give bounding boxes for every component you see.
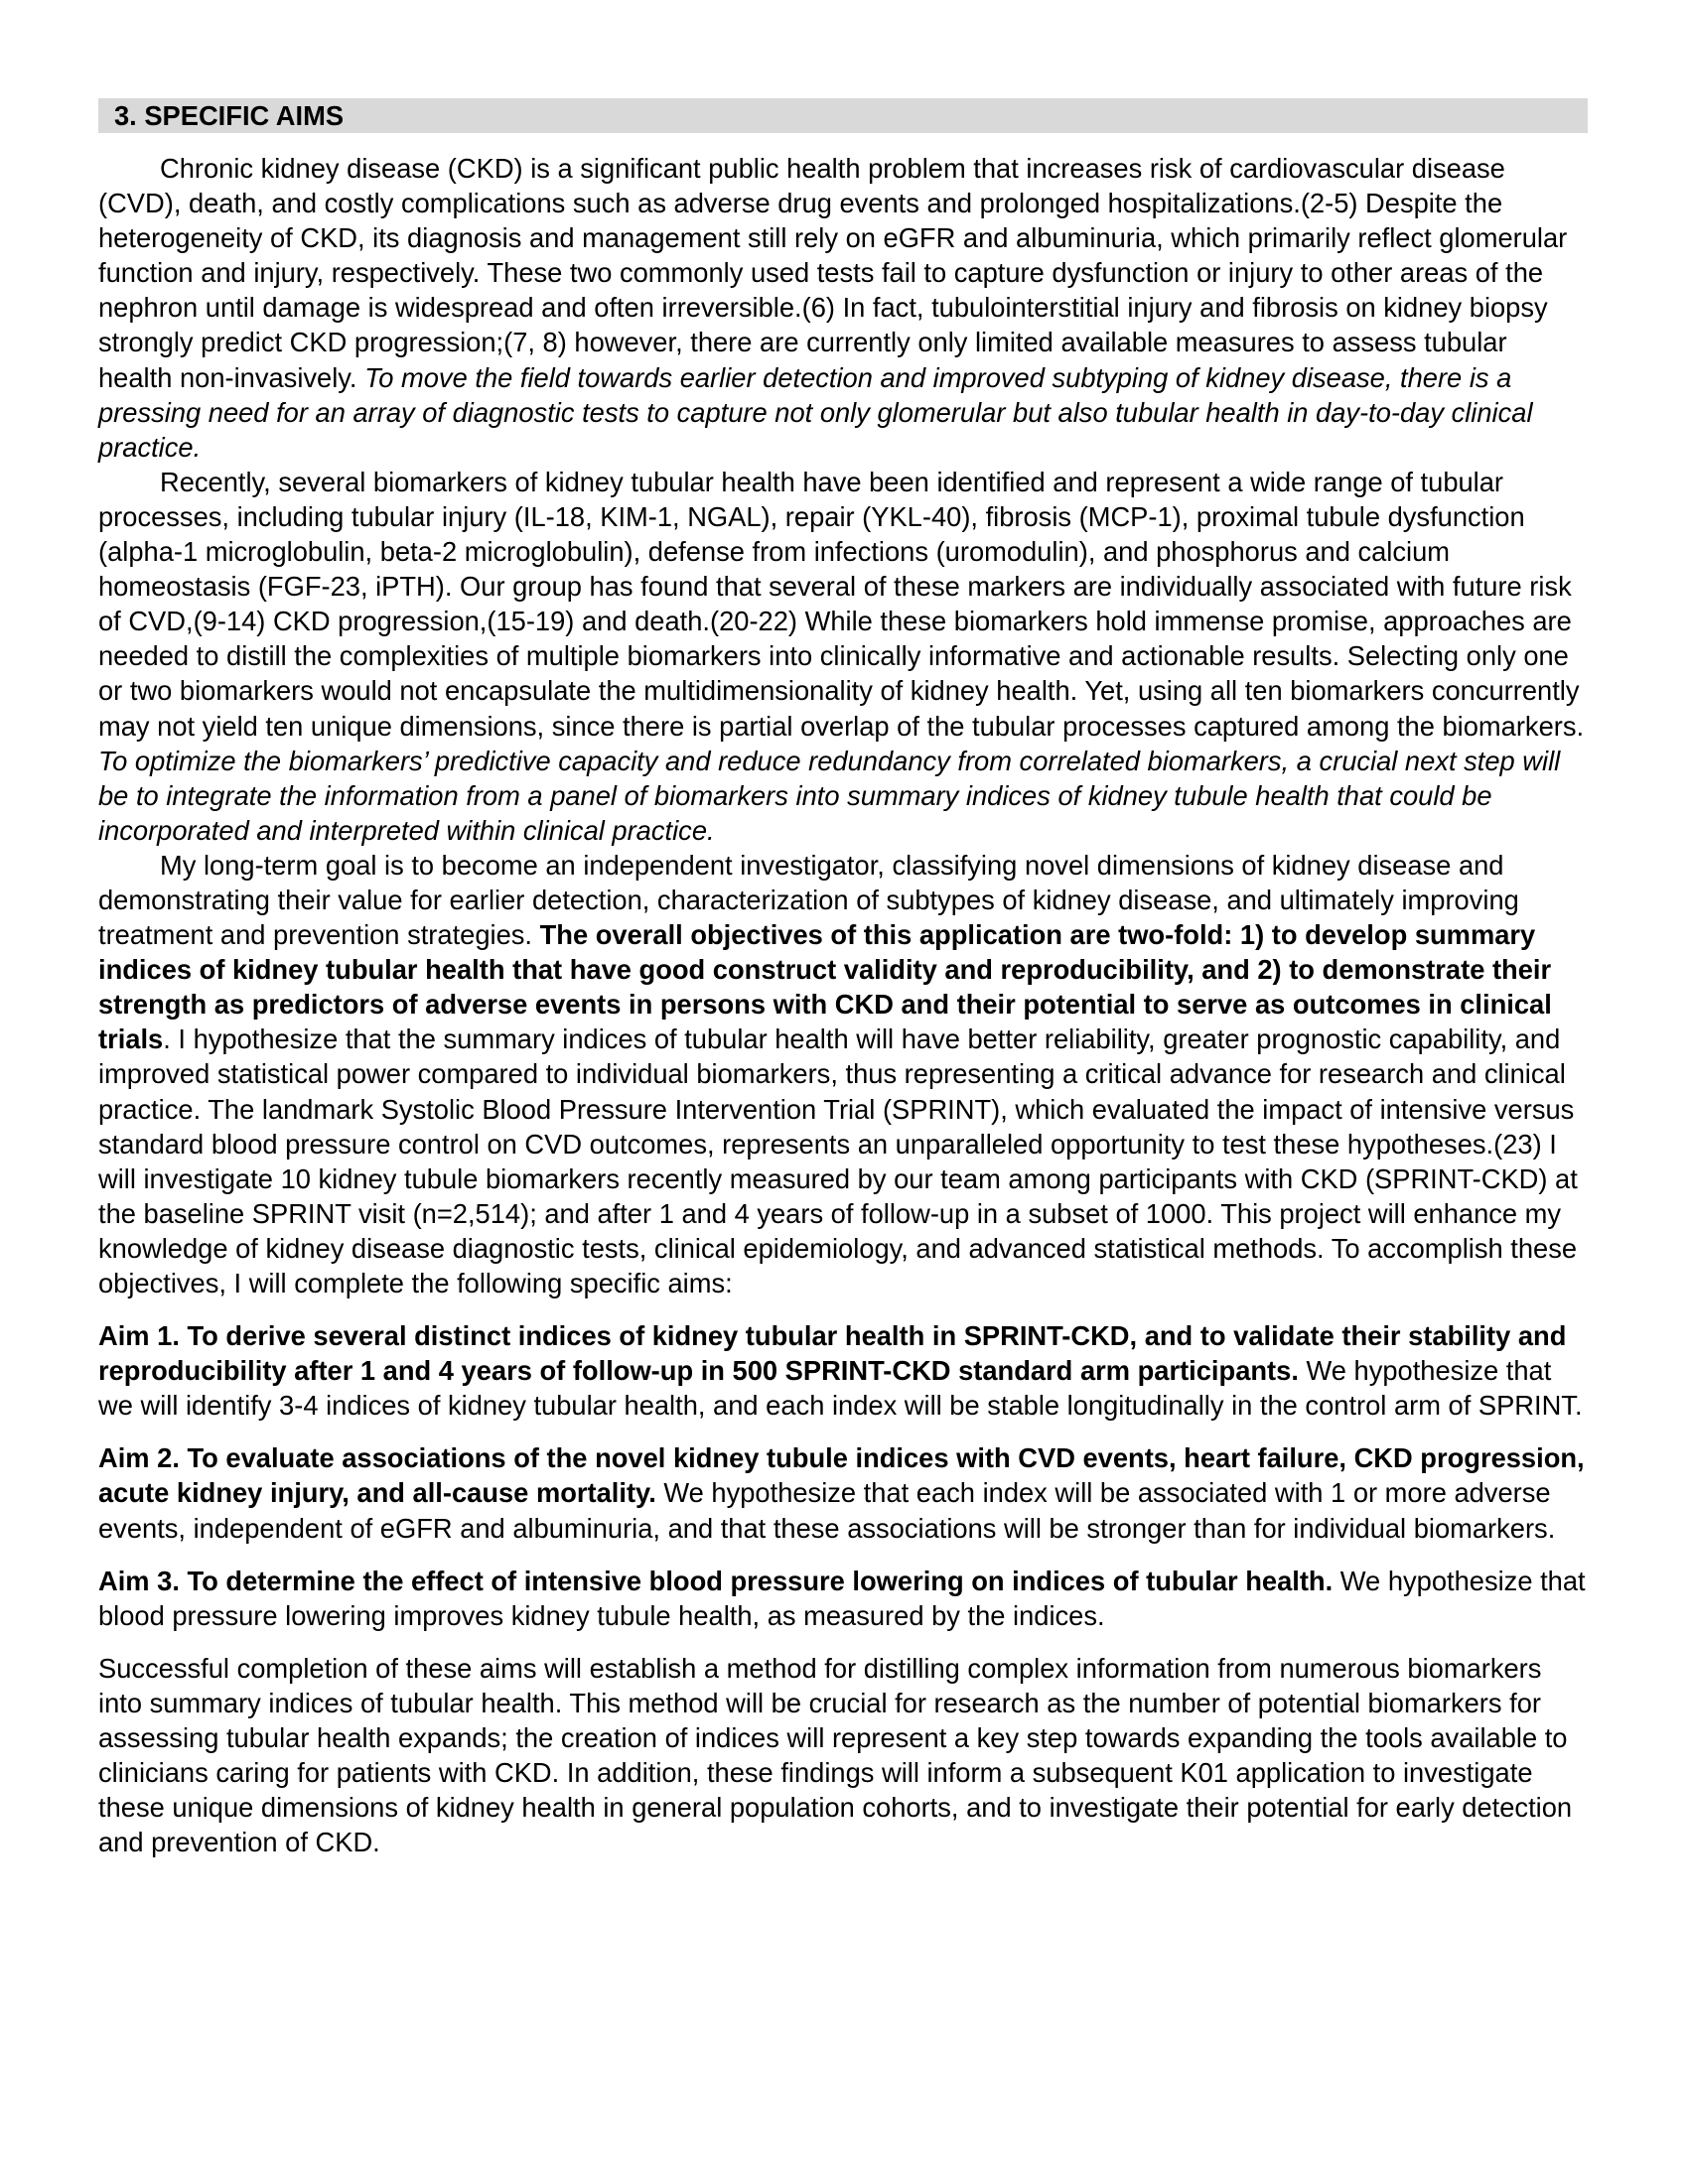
objectives-bold-text: The overall objectives of this application are two-fold: 1) to develop summary indices of kidney tubular health that have good construct validity and reproducibility, and 2) to demonstrate their strength as predictors of adverse events in persons with CKD and their potential to serve as outcomes in clinical trials: [98, 919, 1552, 1055]
section-heading: 3. SPECIFIC AIMS: [98, 98, 1588, 133]
aim-1-hypothesis: We hypothesize that we will identify 3-4 indices of kidney tubular health, and each index will be stable longitudinally in the control arm of SPRINT.: [98, 1355, 1583, 1422]
aim-2-title: Aim 2. To evaluate associations of the novel kidney tubule indices with CVD events, heart failure, CKD progression, acute kidney injury, and all-cause mortality.: [98, 1442, 1585, 1509]
paragraph-objectives: [98, 848, 1588, 1300]
paragraph-biomarkers: [98, 465, 1588, 848]
aim-2: [98, 1440, 1588, 1545]
aim-2-hypothesis: We hypothesize that each index will be associated with 1 or more adverse events, independent of eGFR and albuminuria, and that these associations will be stronger than for individual biomarkers.: [98, 1477, 1556, 1544]
paragraph-text: My long-term goal is to become an independent investigator, classifying novel dimensions of kidney disease and demonstrating their value for earlier detection, characterization of subtypes of kidney disease, and ultimately improving treatment and prevention strategies.: [98, 849, 1519, 951]
paragraph-closing: Successful completion of these aims will establish a method for distilling complex information from numerous biomarkers into summary indices of tubular health. This method will be crucial for research as the number of potential biomarkers for assessing tubular health expands; the creation of indices will represent a key step towards expanding the tools available to clinicians caring for patients with CKD. In addition, these findings will inform a subsequent K01 application to investigate these unique dimensions of kidney health in general population cohorts, and to investigate their potential for early detection and prevention of CKD.: [98, 1652, 1573, 1858]
paragraph-background: [98, 151, 1588, 465]
emphasis-text: To optimize the biomarkers’ predictive capacity and reduce redundancy from correlated biomarkers, a crucial next step will be to integrate the information from a panel of biomarkers into summary indices of kidney tubule health that could be incorporated and interpreted within clinical practice.: [98, 745, 1561, 846]
aim-3-hypothesis: We hypothesize that blood pressure lowering improves kidney tubule health, as measured by the indices.: [98, 1565, 1586, 1631]
paragraph-text: Recently, several biomarkers of kidney tubular health have been identified and represent a wide range of tubular processes, including tubular injury (IL-18, KIM-1, NGAL), repair (YKL-40), fibrosis (MCP-1), proximal tubule dysfunction (alpha-1 microglobulin, beta-2 microglobulin), defense from infections (uromodulin), and phosphorus and calcium homeostasis (FGF-23, iPTH). Our group has found that several of these markers are individually associated with future risk of CVD,(9-14) CKD progression,(15-19) and death.(20-22) While these biomarkers hold immense promise, approaches are needed to distill the complexities of multiple biomarkers into clinically informative and actionable results. Selecting only one or two biomarkers would not encapsulate the multidimensionality of kidney health. Yet, using all ten biomarkers concurrently may not yield ten unique dimensions, since there is partial overlap of the tubular processes captured among the biomarkers.: [98, 466, 1585, 742]
aim-3: [98, 1564, 1588, 1633]
paragraph-text: Chronic kidney disease (CKD) is a significant public health problem that increases risk of cardiovascular disease (CVD), death, and costly complications such as adverse drug events and prolonged hospitalizations.(2-5) Despite the heterogeneity of CKD, its diagnosis and management still rely on eGFR and albuminuria, which primarily reflect glomerular function and injury, respectively. These two commonly used tests fail to capture dysfunction or injury to other areas of the nephron until damage is widespread and often irreversible.(6) In fact, tubulointerstitial injury and fibrosis on kidney biopsy strongly predict CKD progression;(7, 8) however, there are currently only limited available measures to assess tubular health non-invasively.: [98, 153, 1568, 393]
paragraph-text: . I hypothesize that the summary indices of tubular health will have better reliability, greater prognostic capability, and improved statistical power compared to individual biomarkers, thus representing a critical advance for research and clinical practice. The landmark Systolic Blood Pressure Intervention Trial (SPRINT), which evaluated the impact of intensive versus standard blood pressure control on CVD outcomes, represents an unparalleled opportunity to test these hypotheses.(23) I will investigate 10 kidney tubule biomarkers recently measured by our team among participants with CKD (SPRINT-CKD) at the baseline SPRINT visit (n=2,514); and after 1 and 4 years of follow-up in a subset of 1000. This project will enhance my knowledge of kidney disease diagnostic tests, clinical epidemiology, and advanced statistical methods. To accomplish these objectives, I will complete the following specific aims:: [98, 1024, 1578, 1298]
aim-3-title: Aim 3. To determine the effect of intensive blood pressure lowering on indices of tubular health.: [98, 1565, 1334, 1596]
document-page: [98, 98, 1588, 1859]
aim-1: [98, 1318, 1588, 1423]
aim-1-title: Aim 1. To derive several distinct indices of kidney tubular health in SPRINT-CKD, and to validate their stability and reproducibility after 1 and 4 years of follow-up in 500 SPRINT-CKD standard arm participants.: [98, 1320, 1567, 1387]
emphasis-text: To move the field towards earlier detection and improved subtyping of kidney disease, there is a pressing need for an array of diagnostic tests to capture not only glomerular but also tubular health in day-to-day clinical practice.: [98, 361, 1533, 463]
